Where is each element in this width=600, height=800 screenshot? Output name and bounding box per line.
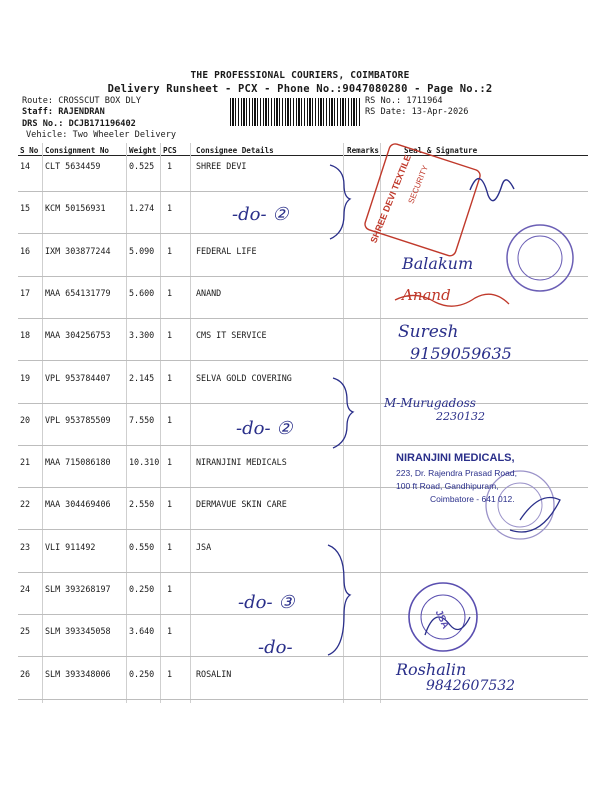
cell-pcs: 1 (167, 542, 173, 552)
cell-consignment: SLM 393268197 (45, 584, 111, 594)
round-stamp-inner (498, 483, 542, 527)
cell-consignment: MAA 304469406 (45, 499, 111, 509)
cell-pcs: 1 (167, 584, 173, 594)
cell-consignment: IXM 303877244 (45, 246, 111, 256)
cell-sno: 17 (20, 288, 31, 298)
ditto-mark: -do- ③ (238, 592, 295, 613)
cell-weight: 3.640 (129, 626, 155, 636)
cell-pcs: 1 (167, 203, 173, 213)
cell-pcs: 1 (167, 499, 173, 509)
cell-weight: 2.550 (129, 499, 155, 509)
cell-weight: 3.300 (129, 330, 155, 340)
cell-sno: 25 (20, 626, 31, 636)
cell-consignment: VLI 911492 (45, 542, 96, 552)
cell-consignee: ANAND (196, 288, 222, 298)
ditto-mark: -do- ② (232, 204, 289, 225)
cell-consignee: SELVA GOLD COVERING (196, 373, 292, 383)
cell-consignment: MAA 304256753 (45, 330, 111, 340)
cell-weight: 5.090 (129, 246, 155, 256)
cell-consignment: VPL 953785509 (45, 415, 111, 425)
cell-sno: 14 (20, 161, 31, 171)
cell-sno: 23 (20, 542, 31, 552)
staff-label: Staff: RAJENDRAN (22, 107, 105, 117)
col-consignment: Consignment No (45, 146, 110, 155)
niranjini-stamp-addr3: Coimbatore - 641 012. (430, 494, 515, 504)
cell-weight: 0.550 (129, 542, 155, 552)
niranjini-stamp-name: NIRANJINI MEDICALS, (396, 452, 515, 464)
cell-pcs: 1 (167, 626, 173, 636)
cell-weight: 0.250 (129, 584, 155, 594)
cell-weight: 0.250 (129, 669, 155, 679)
niranjini-stamp-addr2: 100 ft Road, Gandhipuram, (396, 481, 499, 491)
cell-consignment: CLT 5634459 (45, 161, 101, 171)
drs-label: DRS No.: DCJB171196402 (22, 119, 136, 129)
col-consignee: Consignee Details (196, 146, 274, 155)
company-title: THE PROFESSIONAL COURIERS, COIMBATORE (190, 70, 410, 81)
brace-mark (330, 165, 350, 239)
cell-pcs: 1 (167, 288, 173, 298)
runsheet-subtitle: Delivery Runsheet - PCX - Phone No.:9047080280 - Page No.:2 (107, 83, 493, 95)
ditto-mark: -do- ② (236, 418, 293, 439)
cell-pcs: 1 (167, 457, 173, 467)
col-seal-signature: Seal & Signature (404, 146, 478, 155)
cell-consignment: KCM 50156931 (45, 203, 106, 213)
ditto-mark: -do- (258, 637, 293, 658)
cell-consignee: ROSALIN (196, 669, 232, 679)
cell-consignment: SLM 393345058 (45, 626, 111, 636)
cell-pcs: 1 (167, 373, 173, 383)
cell-weight: 1.274 (129, 203, 155, 213)
rs-number: RS No.: 1711964 (365, 96, 443, 106)
phone-roshalin: 9842607532 (426, 678, 516, 694)
cell-sno: 22 (20, 499, 31, 509)
signature-suresh: Suresh (398, 322, 459, 342)
signature-selva: M-Murugadoss (384, 396, 476, 410)
cell-weight: 5.600 (129, 288, 155, 298)
route-label: Route: CROSSCUT BOX DLY (22, 96, 141, 106)
jsa-stamp-text: JSA (432, 608, 451, 631)
round-stamp (507, 225, 573, 291)
brace-mark (328, 545, 350, 655)
cell-consignment: MAA 715086180 (45, 457, 111, 467)
signature-balakumar: Balakum (402, 254, 474, 273)
cell-pcs: 1 (167, 161, 173, 171)
niranjini-stamp-addr1: 223, Dr. Rajendra Prasad Road, (396, 468, 517, 478)
cell-consignment: MAA 654131779 (45, 288, 111, 298)
col-remarks: Remarks (347, 146, 380, 155)
cell-consignee: CMS IT SERVICE (196, 330, 267, 340)
cell-sno: 15 (20, 203, 31, 213)
cell-pcs: 1 (167, 246, 173, 256)
cell-sno: 26 (20, 669, 31, 679)
col-pcs: PCS (163, 146, 177, 155)
shree-devi-stamp (363, 142, 481, 257)
cell-sno: 18 (20, 330, 31, 340)
cell-sno: 21 (20, 457, 31, 467)
cell-sno: 19 (20, 373, 31, 383)
cell-weight: 2.145 (129, 373, 155, 383)
cell-consignee: SHREE DEVI (196, 161, 247, 171)
cell-weight: 7.550 (129, 415, 155, 425)
cell-pcs: 1 (167, 669, 173, 679)
cell-sno: 20 (20, 415, 31, 425)
cell-pcs: 1 (167, 330, 173, 340)
round-stamp-inner (518, 236, 562, 280)
signature-anand: Anand (402, 286, 451, 304)
cell-consignee: JSA (196, 542, 212, 552)
cell-weight: 0.525 (129, 161, 155, 171)
cell-sno: 16 (20, 246, 31, 256)
brace-mark (333, 378, 353, 448)
cell-consignee: DERMAVUE SKIN CARE (196, 499, 287, 509)
rs-date: RS Date: 13-Apr-2026 (365, 107, 469, 117)
cell-pcs: 1 (167, 415, 173, 425)
phone-suresh: 9159059635 (410, 344, 512, 363)
vehicle-label: Vehicle: Two Wheeler Delivery (26, 130, 177, 140)
shree-devi-stamp-text: SHREE DEVI TEXTILE (368, 153, 413, 245)
shree-devi-stamp-sub: SECURITY (406, 164, 430, 205)
signature-selva-number: 2230132 (436, 410, 485, 423)
signature-roshalin: Roshalin (396, 660, 467, 679)
col-sno: S No (20, 146, 39, 155)
cell-consignment: VPL 953784407 (45, 373, 111, 383)
signature-mark (470, 179, 514, 201)
cell-weight: 10.310 (129, 457, 160, 467)
cell-sno: 24 (20, 584, 31, 594)
cell-consignee: FEDERAL LIFE (196, 246, 257, 256)
cell-consignee: NIRANJINI MEDICALS (196, 457, 287, 467)
col-weight: Weight (129, 146, 157, 155)
cell-consignment: SLM 393348006 (45, 669, 111, 679)
